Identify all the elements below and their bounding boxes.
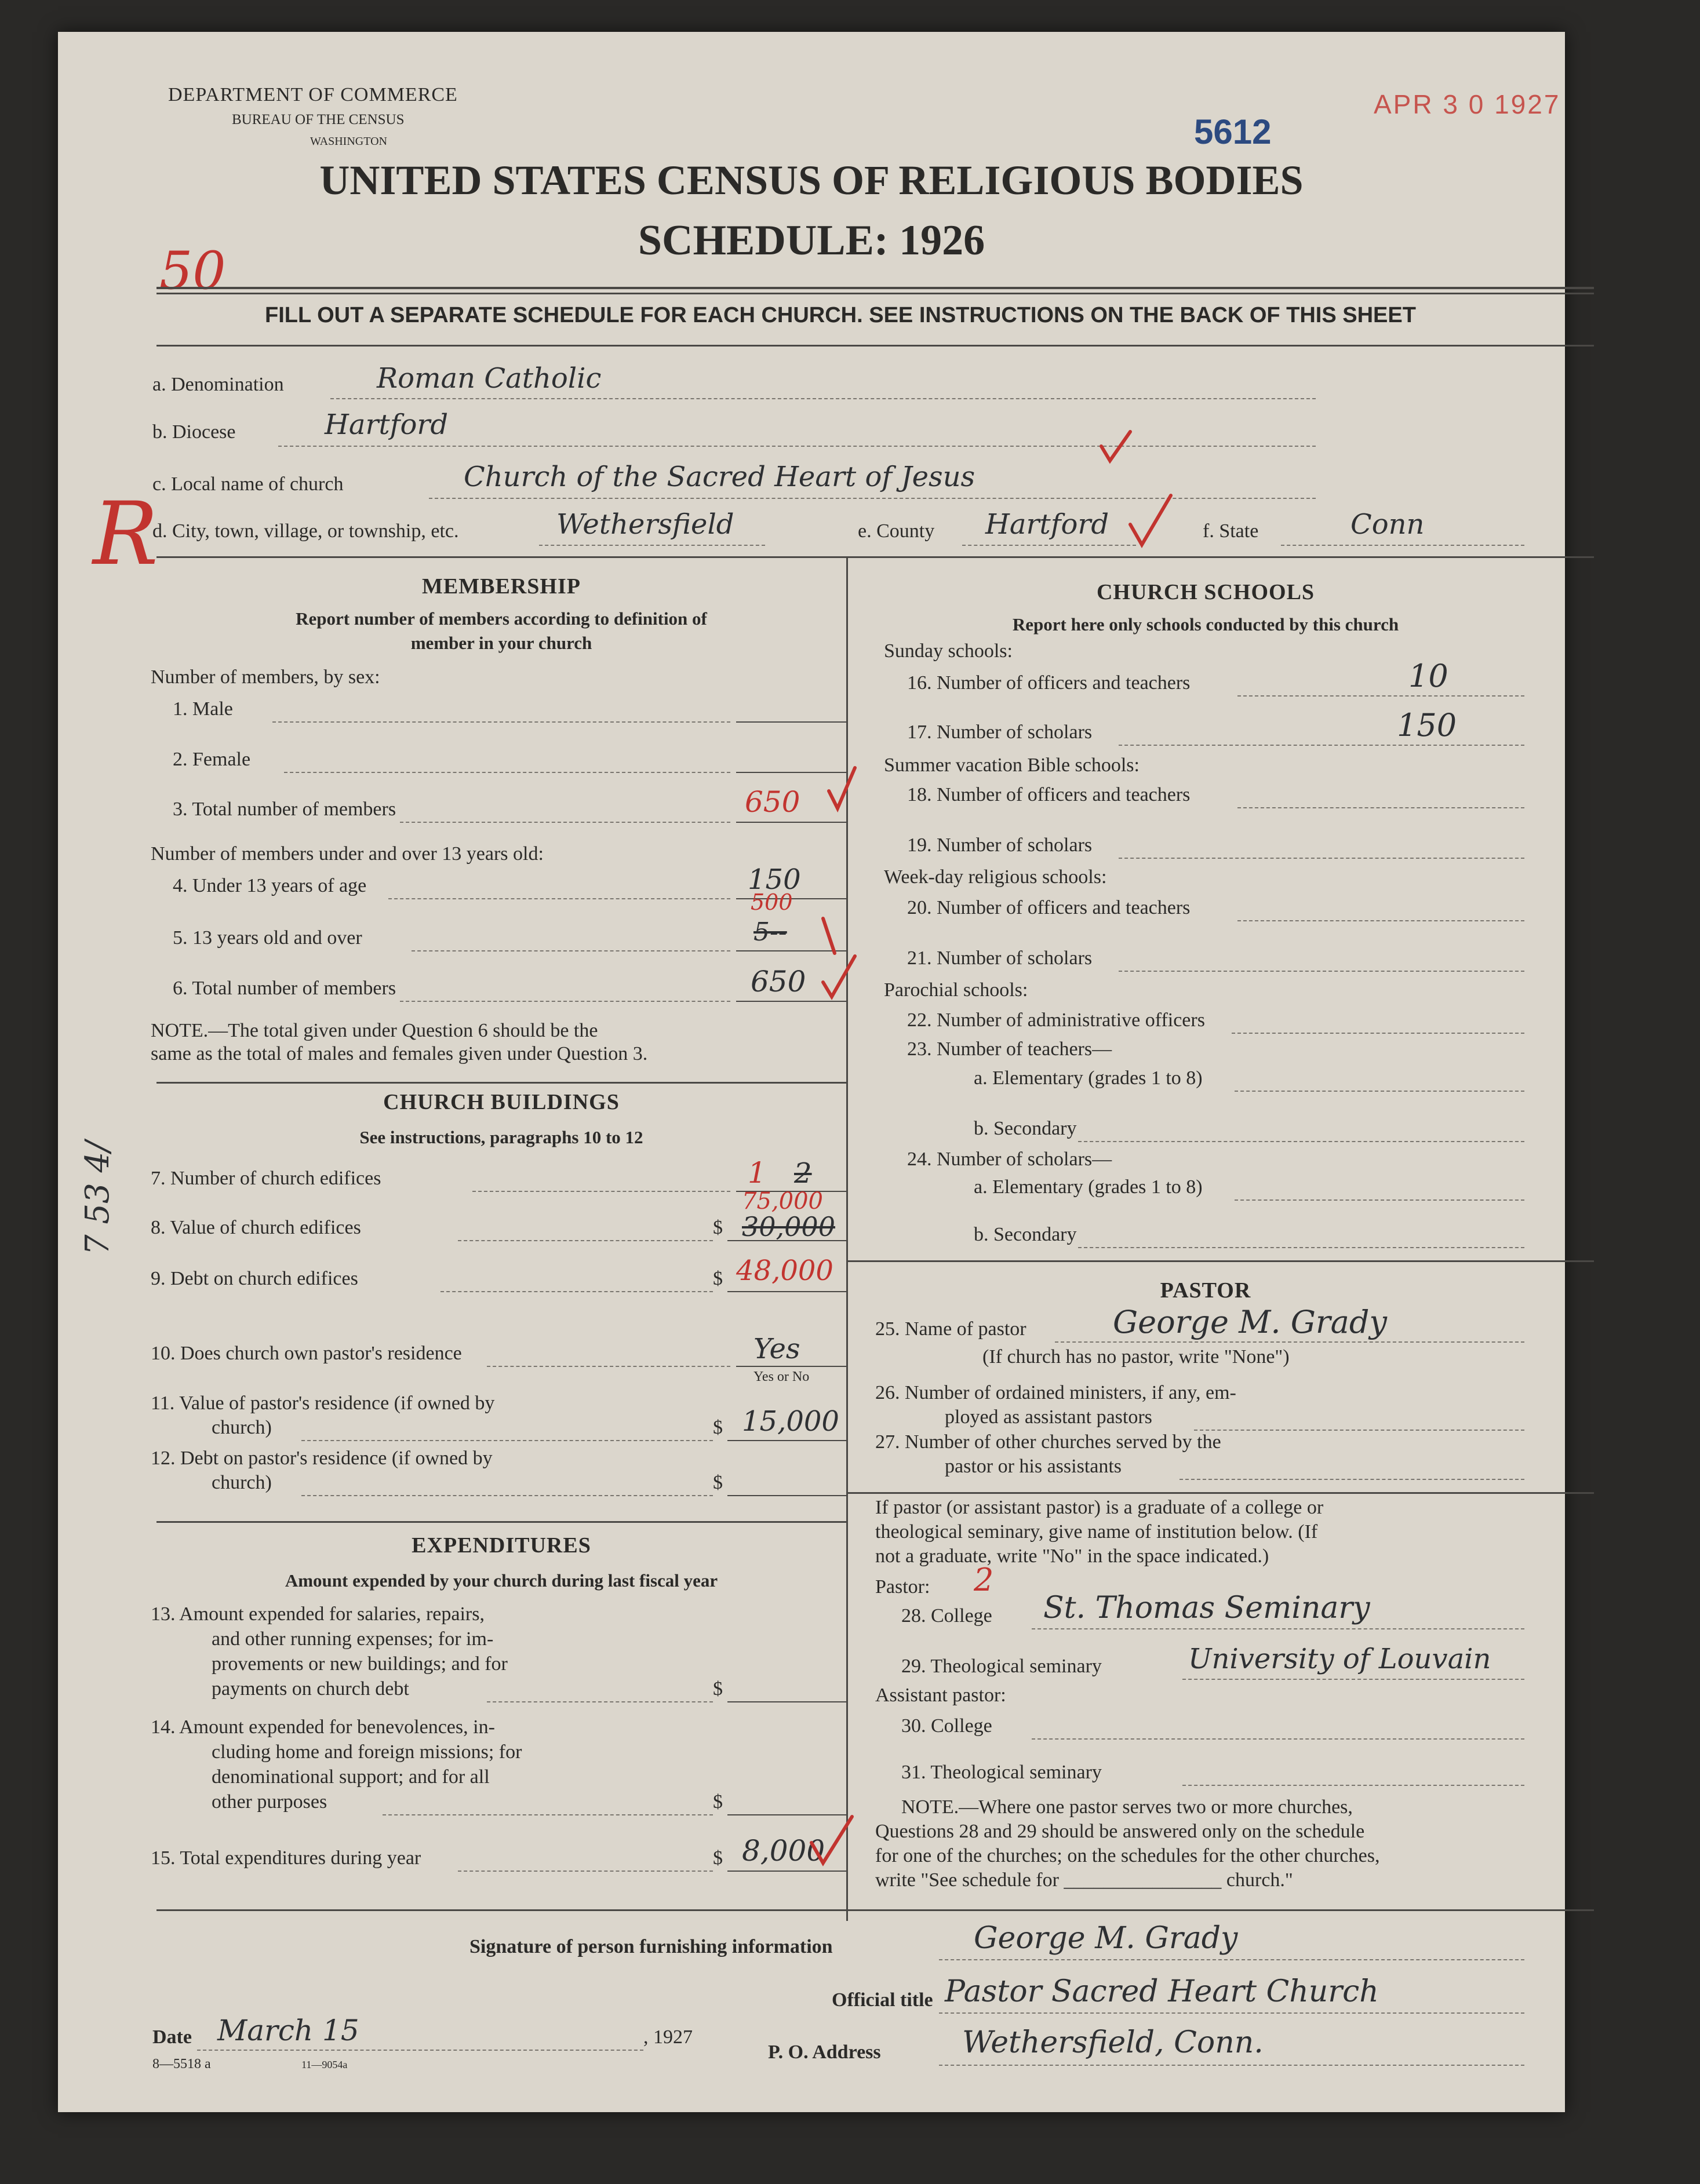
city-name: WASHINGTON [310, 135, 387, 148]
q24b-label: b. Secondary [974, 1224, 1077, 1245]
q6-total-members-label: 6. Total number of members [173, 978, 396, 999]
county-label: e. County [858, 520, 935, 542]
q20-label: 20. Number of officers and teachers [907, 897, 1191, 918]
side-margin-number: 7 53 4/ [78, 1141, 117, 1255]
q5-13-and-over-label: 5. 13 years old and over [173, 927, 362, 949]
pastor-subsection-label: Pastor: [875, 1576, 930, 1598]
county-value[interactable]: Hartford [985, 508, 1109, 541]
diocese-label: b. Diocese [152, 421, 236, 443]
q14-dollar-sign: $ [713, 1791, 723, 1813]
q10-value[interactable]: Yes [753, 1333, 800, 1365]
q7-edifices-label: 7. Number of church edifices [151, 1168, 381, 1189]
q5-struck-value: 5-- [753, 917, 787, 947]
pastor-note-4: write "See schedule for ________________ church." [875, 1869, 1293, 1891]
q16-label: 16. Number of officers and teachers [907, 672, 1191, 694]
q4-value[interactable]: 150 [748, 863, 801, 896]
graduate-instruction-3: not a graduate, write "No" in the space indicated.) [875, 1545, 1269, 1567]
q4-under-13-label: 4. Under 13 years of age [173, 875, 367, 896]
q23b-label: b. Secondary [974, 1118, 1077, 1139]
membership-subtitle-2: member in your church [410, 633, 592, 653]
q3-value[interactable]: 650 [745, 785, 800, 819]
q8-dollar-sign: $ [713, 1217, 723, 1238]
q24a-label: a. Elementary (grades 1 to 8) [974, 1176, 1203, 1198]
po-address-label: P. O. Address [768, 2041, 881, 2063]
q9-value[interactable]: 48,000 [736, 1255, 833, 1287]
q10-owns-residence-label: 10. Does church own pastor's residence [151, 1343, 462, 1364]
official-title-value[interactable]: Pastor Sacred Heart Church [945, 1974, 1379, 2009]
q11-residence-value-label: 11. Value of pastor's residence (if owned by [151, 1392, 495, 1414]
q25-pastor-name-label: 25. Name of pastor [875, 1318, 1026, 1340]
margin-red-mark: R [93, 484, 158, 585]
q12-dollar-sign: $ [713, 1472, 723, 1493]
membership-note-2: same as the total of males and females given under Question 3. [151, 1043, 648, 1064]
pastor-note-3: for one of the churches; on the schedules for the other churches, [875, 1845, 1380, 1866]
q12-residence-debt-label: 12. Debt on pastor's residence (if owned by [151, 1448, 493, 1469]
signature-label: Signature of person furnishing information [469, 1936, 833, 1957]
q15-dollar-sign: $ [713, 1847, 723, 1869]
membership-note-1: NOTE.—The total given under Question 6 should be the [151, 1020, 598, 1041]
q13-label-line-2: and other running expenses; for im- [212, 1628, 494, 1650]
state-label: f. State [1203, 520, 1259, 542]
q9-dollar-sign: $ [713, 1268, 723, 1289]
instruction-banner: FILL OUT A SEPARATE SCHEDULE FOR EACH CHURCH. SEE INSTRUCTIONS ON THE BACK OF THIS SHEET [265, 303, 1416, 327]
q11-value[interactable]: 15,000 [742, 1405, 839, 1438]
q24-label: 24. Number of scholars— [907, 1148, 1112, 1170]
q16-value[interactable]: 10 [1408, 658, 1448, 694]
q8-edifice-value-label: 8. Value of church edifices [151, 1217, 361, 1238]
q22-label: 22. Number of administrative officers [907, 1009, 1205, 1031]
denomination-value[interactable]: Roman Catholic [377, 362, 602, 395]
q18-label: 18. Number of officers and teachers [907, 784, 1191, 805]
q9-edifice-debt-label: 9. Debt on church edifices [151, 1268, 358, 1289]
q3-total-members-label: 3. Total number of members [173, 799, 396, 820]
q25-value[interactable]: George M. Grady [1113, 1304, 1387, 1340]
q7-value[interactable]: 1 [748, 1156, 766, 1190]
city-label: d. City, town, village, or township, etc. [152, 520, 459, 542]
diocese-value[interactable]: Hartford [325, 409, 449, 441]
assistant-pastor-label: Assistant pastor: [875, 1685, 1006, 1706]
members-by-age-label: Number of members under and over 13 years old: [151, 843, 544, 865]
q23a-label: a. Elementary (grades 1 to 8) [974, 1067, 1203, 1089]
date-value[interactable]: March 15 [217, 2014, 359, 2047]
pastor-note-2: Questions 28 and 29 should be answered only on the schedule [875, 1821, 1365, 1842]
q8-corrected-value[interactable]: 75,000 [742, 1188, 823, 1215]
graduate-instruction-1: If pastor (or assistant pastor) is a graduate of a college or [875, 1497, 1324, 1518]
q31-seminary-label: 31. Theological seminary [901, 1762, 1102, 1783]
q25-hint: (If church has no pastor, write "None") [982, 1346, 1290, 1368]
q8-struck-value: 30,000 [742, 1211, 835, 1242]
department-name: DEPARTMENT OF COMMERCE [168, 84, 458, 105]
q13-label-line-3: provements or new buildings; and for [212, 1653, 508, 1675]
q12-label-line-2: church) [212, 1472, 272, 1493]
q21-label: 21. Number of scholars [907, 947, 1093, 969]
schedule-number-stamp: 5612 [1194, 112, 1272, 151]
city-value[interactable]: Wethersfield [556, 508, 734, 541]
q15-total-expenditures-label: 15. Total expenditures during year [151, 1847, 421, 1869]
q27-label-line-1: 27. Number of other churches served by the [875, 1431, 1221, 1453]
church-schools-heading: CHURCH SCHOOLS [1096, 580, 1315, 604]
q11-label-line-2: church) [212, 1417, 272, 1438]
q17-value[interactable]: 150 [1397, 707, 1457, 743]
q14-label-line-3: denominational support; and for all [212, 1766, 490, 1788]
form-title: UNITED STATES CENSUS OF RELIGIOUS BODIES [319, 157, 1304, 203]
po-address-value[interactable]: Wethersfield, Conn. [962, 2025, 1264, 2060]
expenditures-subtitle: Amount expended by your church during last fiscal year [285, 1570, 718, 1591]
state-value[interactable]: Conn [1350, 508, 1425, 541]
pastor-heading: PASTOR [1160, 1278, 1251, 1303]
schools-subtitle: Report here only schools conducted by this church [1012, 614, 1399, 635]
q5-corrected-value[interactable]: 500 [751, 889, 793, 915]
q30-college-label: 30. College [901, 1715, 992, 1737]
q28-value[interactable]: St. Thomas Seminary [1043, 1591, 1370, 1625]
census-schedule-sheet [58, 32, 1565, 2112]
q29-value[interactable]: University of Louvain [1188, 1643, 1491, 1675]
q6-value[interactable]: 650 [751, 965, 806, 998]
pastor-note-1: NOTE.—Where one pastor serves two or more churches, [901, 1796, 1353, 1818]
q15-value[interactable]: 8,000 [742, 1834, 825, 1868]
received-date-stamp: APR 3 0 1927 [1374, 89, 1561, 119]
signature-value[interactable]: George M. Grady [974, 1921, 1238, 1956]
membership-heading: MEMBERSHIP [422, 574, 581, 599]
date-year: , 1927 [643, 2026, 693, 2048]
q13-label-line-1: 13. Amount expended for salaries, repairs, [151, 1603, 485, 1625]
membership-subtitle-1: Report number of members according to definition of [296, 608, 707, 629]
print-number: 11—9054a [301, 2059, 348, 2070]
q17-label: 17. Number of scholars [907, 721, 1093, 743]
red-annotation-number: 50 [159, 240, 226, 301]
q27-label-line-2: pastor or his assistants [945, 1456, 1122, 1477]
sunday-schools-label: Sunday schools: [884, 640, 1013, 662]
weekday-schools-label: Week-day religious schools: [884, 866, 1107, 888]
q10-yes-no-hint: Yes or No [753, 1369, 810, 1384]
q2-female-label: 2. Female [173, 749, 251, 770]
bureau-name: BUREAU OF THE CENSUS [232, 112, 405, 127]
q14-label-line-1: 14. Amount expended for benevolences, in- [151, 1716, 495, 1738]
q1-male-label: 1. Male [173, 698, 233, 720]
church-buildings-heading: CHURCH BUILDINGS [383, 1090, 620, 1114]
summer-bible-schools-label: Summer vacation Bible schools: [884, 754, 1140, 776]
date-label: Date [152, 2026, 192, 2048]
q7-struck-value: 2 [794, 1157, 812, 1190]
q13-label-line-4: payments on church debt [212, 1678, 409, 1700]
schedule-year: SCHEDULE: 1926 [638, 217, 985, 264]
church-name-value[interactable]: Church of the Sacred Heart of Jesus [464, 461, 975, 493]
q29-seminary-label: 29. Theological seminary [901, 1656, 1102, 1677]
q13-dollar-sign: $ [713, 1678, 723, 1700]
red-check-marks [58, 32, 1565, 2112]
expenditures-heading: EXPENDITURES [412, 1533, 591, 1558]
q14-label-line-4: other purposes [212, 1791, 327, 1813]
q26-label-line-1: 26. Number of ordained ministers, if any, em- [875, 1382, 1236, 1403]
q14-label-line-2: cluding home and foreign missions; for [212, 1741, 522, 1763]
q23-label: 23. Number of teachers— [907, 1038, 1112, 1060]
buildings-instructions: See instructions, paragraphs 10 to 12 [359, 1127, 643, 1147]
church-name-label: c. Local name of church [152, 473, 344, 495]
q28-college-label: 28. College [901, 1605, 992, 1627]
q19-label: 19. Number of scholars [907, 834, 1093, 856]
form-number: 8—5518 a [152, 2057, 211, 2072]
official-title-label: Official title [832, 1989, 933, 2011]
denomination-label: a. Denomination [152, 374, 284, 395]
parochial-schools-label: Parochial schools: [884, 979, 1028, 1001]
graduate-instruction-2: theological seminary, give name of institution below. (If [875, 1521, 1318, 1543]
members-by-sex-label: Number of members, by sex: [151, 666, 380, 688]
pastor-red-mark: 2 [974, 1562, 994, 1598]
q26-label-line-2: ployed as assistant pastors [945, 1406, 1152, 1428]
q11-dollar-sign: $ [713, 1417, 723, 1438]
